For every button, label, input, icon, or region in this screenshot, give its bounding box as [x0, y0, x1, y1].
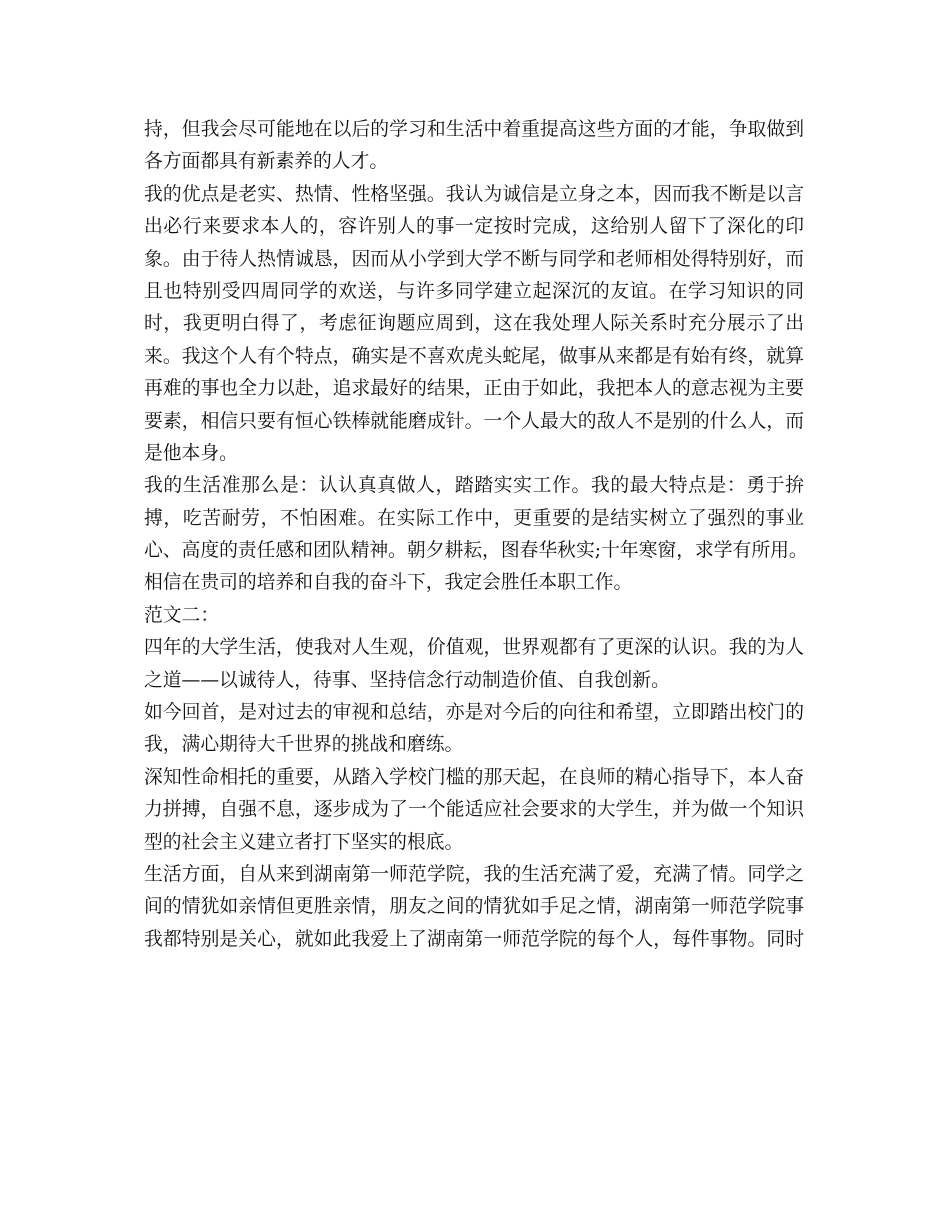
text-line: 是他本身。 — [144, 442, 238, 464]
text-line: 搏，吃苦耐劳，不怕困难。在实际工作中，更重要的是结实树立了强烈的事业 — [144, 507, 804, 529]
text-line: 各方面都具有新素养的人才。 — [144, 151, 389, 173]
text-line: 我的优点是老实、热情、性格坚强。我认为诚信是立身之本，因而我不断是以言 — [144, 183, 804, 205]
text-line: 间的情犹如亲情但更胜亲情，朋友之间的情犹如手足之情，湖南第一师范学院事 — [144, 896, 804, 918]
text-line: 我的生活准那么是：认认真真做人，踏踏实实工作。我的最大特点是：勇于拚 — [144, 475, 804, 497]
text-line: 心、高度的责任感和团队精神。朝夕耕耘，图春华秋实;十年寒窗，求学有所用。 — [144, 540, 808, 562]
text-line: 要素，相信只要有恒心铁棒就能磨成针。一个人最大的敌人不是别的什么人，而 — [144, 410, 804, 432]
text-line: 持，但我会尽可能地在以后的学习和生活中着重提高这些方面的才能，争取做到 — [144, 119, 804, 140]
text-line: 我，满心期待大千世界的挑战和磨练。 — [144, 734, 464, 756]
text-line: 相信在贵司的培养和自我的奋斗下，我定会胜任本职工作。 — [144, 572, 633, 594]
text-line: 且也特别受四周同学的欢送，与许多同学建立起深沉的友谊。在学习知识的同 — [144, 280, 804, 302]
text-line: 如今回首，是对过去的审视和总结，亦是对今后的向往和希望，立即踏出校门的 — [144, 702, 804, 724]
text-line: 来。我这个人有个特点，确实是不喜欢虎头蛇尾，做事从来都是有始有终，就算 — [144, 345, 804, 367]
text-line: 力拼搏，自强不息，逐步成为了一个能适应社会要求的大学生，并为做一个知识 — [144, 799, 804, 821]
section-heading: 范文二： — [144, 604, 220, 626]
text-line: 出必行来要求本人的，容许别人的事一定按时完成，这给别人留下了深化的印 — [144, 216, 804, 238]
text-line: 型的社会主义建立者打下坚实的根底。 — [144, 831, 464, 853]
text-line: 再难的事也全力以赴，追求最好的结果，正由于如此，我把本人的意志视为主要 — [144, 378, 804, 400]
text-line: 之道——以诚待人，待事、坚持信念行动制造价值、自我创新。 — [144, 669, 670, 691]
text-line: 时，我更明白得了，考虑征询题应周到，这在我处理人际关系时充分展示了出 — [144, 313, 804, 335]
text-line: 四年的大学生活，使我对人生观，价值观，世界观都有了更深的认识。我的为人 — [144, 637, 804, 659]
text-line: 生活方面，自从来到湖南第一师范学院，我的生活充满了爱，充满了情。同学之 — [144, 863, 804, 885]
text-line: 我都特别是关心，就如此我爱上了湖南第一师范学院的每个人，每件事物。同时 — [144, 928, 804, 950]
text-line: 深知性命相托的重要，从踏入学校门槛的那天起，在良师的精心指导下，本人奋 — [144, 766, 804, 788]
document-body — [144, 114, 808, 956]
text-line: 象。由于待人热情诚恳，因而从小学到大学不断与同学和老师相处得特别好，而 — [144, 248, 804, 270]
